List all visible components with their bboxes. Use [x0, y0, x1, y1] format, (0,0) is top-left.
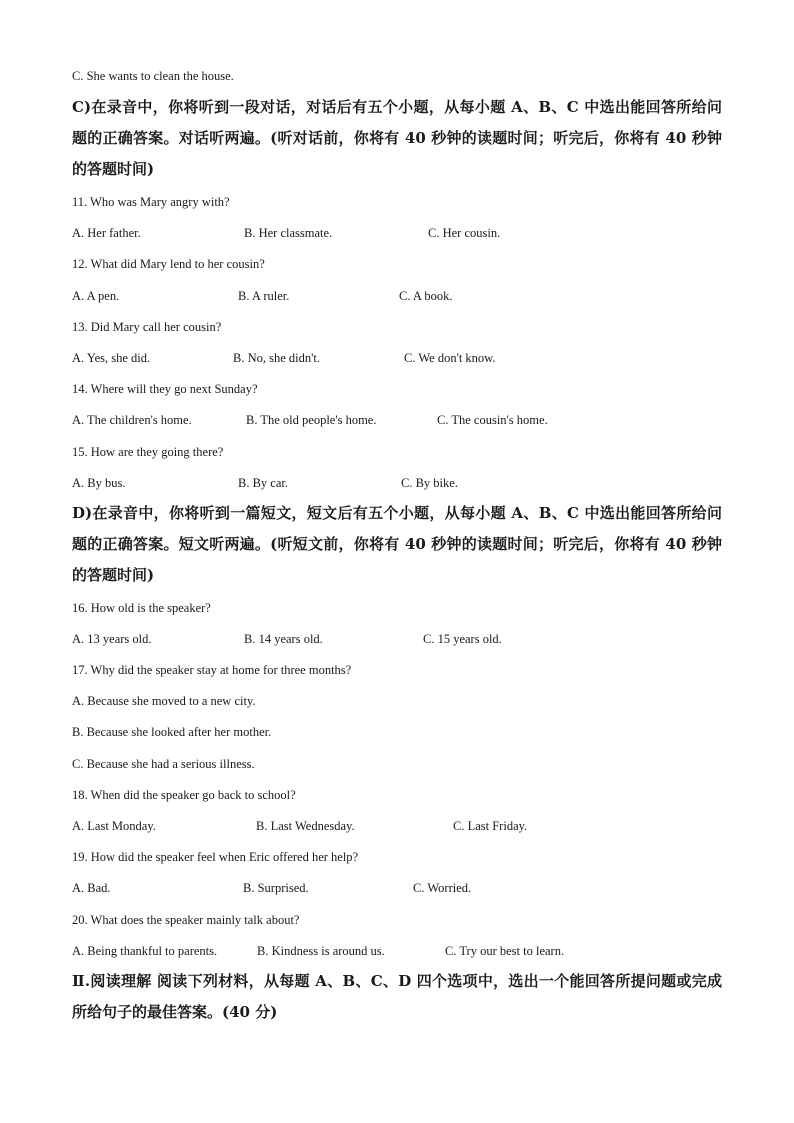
q20-option-c: C. Try our best to learn.: [445, 944, 565, 958]
q19-option-b: B. Surprised.: [243, 881, 309, 895]
q17-option-b: B. Because she looked after her mother.: [72, 725, 272, 739]
q15-option-c: C. By bike.: [401, 476, 458, 490]
q16-option-a: A. 13 years old.: [72, 632, 152, 646]
question-15: 15. How are they going there?: [72, 445, 224, 459]
q19-option-a: A. Bad.: [72, 881, 111, 895]
q13-option-a: A. Yes, she did.: [72, 351, 151, 365]
question-13: 13. Did Mary call her cousin?: [72, 320, 222, 334]
question-18: 18. When did the speaker go back to school?: [72, 788, 296, 802]
section-ii-instructions: Ⅱ.阅读理解 阅读下列材料，从每题 A、B、C、D 四个选项中，选出一个能回答所提问题或完成所给句子的最佳答案。(40 分): [72, 972, 722, 1021]
q16-option-c: C. 15 years old.: [423, 632, 502, 646]
q20-option-b: B. Kindness is around us.: [257, 944, 385, 958]
q20-option-a: A. Being thankful to parents.: [72, 944, 218, 958]
q15-option-a: A. By bus.: [72, 476, 126, 490]
q13-option-b: B. No, she didn't.: [233, 351, 320, 365]
question-19: 19. How did the speaker feel when Eric offered her help?: [72, 850, 359, 864]
question-11: 11. Who was Mary angry with?: [72, 195, 230, 209]
q10-option-c: C. She wants to clean the house.: [72, 69, 234, 83]
section-d-instructions: D)在录音中，你将听到一篇短文，短文后有五个小题，从每小题 A、B、C 中选出能回答所给问题的正确答案。短文听两遍。(听短文前，你将有 40 秒钟的读题时间；听完后，你将有 40 秒钟的答题时间): [72, 504, 722, 584]
question-12: 12. What did Mary lend to her cousin?: [72, 257, 265, 271]
q14-option-a: A. The children's home.: [72, 413, 192, 427]
q11-option-b: B. Her classmate.: [244, 226, 333, 240]
q17-option-c: C. Because she had a serious illness.: [72, 757, 255, 771]
q16-option-b: B. 14 years old.: [244, 632, 323, 646]
q12-option-a: A. A pen.: [72, 289, 120, 303]
question-14: 14. Where will they go next Sunday?: [72, 382, 258, 396]
q18-option-b: B. Last Wednesday.: [256, 819, 355, 833]
section-c-instructions: C)在录音中，你将听到一段对话，对话后有五个小题，从每小题 A、B、C 中选出能回答所给问题的正确答案。对话听两遍。(听对话前，你将有 40 秒钟的读题时间；听完后，你将有 40 秒钟的答题时间): [72, 98, 722, 178]
q18-option-a: A. Last Monday.: [72, 819, 156, 833]
question-20: 20. What does the speaker mainly talk about?: [72, 913, 300, 927]
q15-option-b: B. By car.: [238, 476, 288, 490]
q12-option-c: C. A book.: [399, 289, 453, 303]
q14-option-b: B. The old people's home.: [246, 413, 377, 427]
q11-option-a: A. Her father.: [72, 226, 141, 240]
q12-option-b: B. A ruler.: [238, 289, 290, 303]
q14-option-c: C. The cousin's home.: [437, 413, 548, 427]
q19-option-c: C. Worried.: [413, 881, 472, 895]
q18-option-c: C. Last Friday.: [453, 819, 528, 833]
question-16: 16. How old is the speaker?: [72, 601, 211, 615]
q13-option-c: C. We don't know.: [404, 351, 496, 365]
q17-option-a: A. Because she moved to a new city.: [72, 694, 256, 708]
q11-option-c: C. Her cousin.: [428, 226, 501, 240]
question-17: 17. Why did the speaker stay at home for three months?: [72, 663, 352, 677]
